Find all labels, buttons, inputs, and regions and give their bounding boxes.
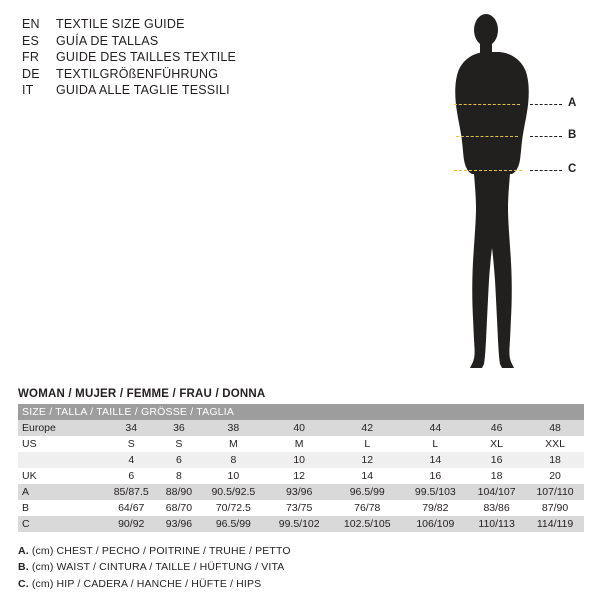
cell: 83/86 bbox=[483, 502, 510, 514]
cell: M bbox=[228, 438, 238, 450]
language-code-es: ES bbox=[22, 33, 40, 48]
cell: 18 bbox=[549, 454, 561, 466]
cell: 36 bbox=[173, 422, 185, 434]
table-header-label: SIZE / TALLA / TAILLE / GRÖSSE / TAGLIA bbox=[22, 406, 235, 418]
table-row bbox=[18, 436, 584, 452]
cell: 12 bbox=[293, 470, 306, 482]
cell: 102.5/105 bbox=[343, 518, 391, 530]
cell: 88/90 bbox=[165, 486, 193, 498]
measure-label-b: B bbox=[568, 129, 577, 141]
cell: 73/75 bbox=[286, 502, 313, 514]
cell: 93/96 bbox=[165, 518, 193, 530]
measure-label-a: A bbox=[568, 97, 577, 109]
row-label-us: US bbox=[22, 438, 37, 450]
cell: 44 bbox=[429, 422, 442, 434]
cell: 48 bbox=[549, 422, 561, 434]
cell: 90.5/92.5 bbox=[211, 486, 256, 498]
table-row bbox=[18, 420, 584, 436]
legend-text-a: (cm) CHEST / PECHO / POITRINE / TRUHE / PETTO bbox=[31, 545, 291, 557]
cell: 79/82 bbox=[422, 502, 449, 514]
cell: S bbox=[127, 438, 135, 450]
cell: 6 bbox=[175, 454, 182, 466]
row-label-c: C bbox=[22, 518, 30, 530]
cell: 38 bbox=[227, 422, 240, 434]
language-code-it: IT bbox=[22, 83, 34, 97]
legend-text-c: (cm) HIP / CADERA / HANCHE / HÜFTE / HIPS bbox=[31, 577, 262, 590]
legend-text-b: (cm) WAIST / CINTURA / TAILLE / HÜFTUNG / VITA bbox=[31, 561, 285, 574]
cell: 12 bbox=[361, 454, 374, 466]
measure-leader-a bbox=[530, 104, 562, 105]
language-text-es: GUÍA DE TALLAS bbox=[56, 33, 159, 48]
row-label-b: B bbox=[22, 502, 30, 514]
legend-key-a: A. bbox=[18, 545, 29, 557]
language-code-en: EN bbox=[22, 17, 40, 31]
legend-row-b bbox=[18, 559, 578, 575]
table-row bbox=[18, 516, 584, 532]
table-row bbox=[18, 452, 584, 468]
cell: 114/119 bbox=[536, 518, 574, 530]
table-header-row bbox=[18, 404, 584, 420]
measure-leader-b bbox=[530, 136, 562, 137]
cell: 10 bbox=[293, 454, 306, 466]
cell: 106/109 bbox=[416, 518, 455, 530]
cell: 40 bbox=[293, 422, 306, 434]
female-silhouette-icon bbox=[430, 8, 590, 378]
cell: 68/70 bbox=[165, 502, 193, 514]
cell: 107/110 bbox=[536, 486, 574, 498]
language-row-en bbox=[22, 16, 322, 33]
cell: 20 bbox=[549, 470, 561, 482]
cell: XXL bbox=[545, 438, 565, 450]
language-guide-list bbox=[22, 16, 322, 99]
cell: 42 bbox=[361, 422, 374, 434]
cell: 18 bbox=[490, 470, 503, 482]
size-table bbox=[18, 404, 584, 532]
cell: 6 bbox=[128, 470, 135, 482]
row-label-europe: Europe bbox=[22, 422, 56, 434]
size-table-wrapper bbox=[18, 404, 584, 532]
cell: 16 bbox=[429, 470, 442, 482]
cell: 76/78 bbox=[354, 502, 381, 514]
cell: 99.5/102 bbox=[278, 518, 320, 530]
measure-label-c: C bbox=[568, 163, 577, 175]
legend-key-b: B. bbox=[18, 561, 29, 574]
cell: 70/72.5 bbox=[215, 502, 251, 514]
language-text-fr: GUIDE DES TAILLES TEXTILE bbox=[56, 50, 237, 64]
legend-row-a bbox=[18, 543, 578, 559]
language-row-de bbox=[22, 66, 322, 83]
cell: 8 bbox=[175, 470, 182, 482]
cell: M bbox=[294, 438, 304, 450]
legend-key-c: C. bbox=[18, 577, 29, 590]
language-row-it bbox=[22, 82, 322, 99]
cell: 10 bbox=[227, 470, 240, 482]
cell: 96.5/99 bbox=[349, 486, 385, 498]
cell: 104/107 bbox=[477, 486, 516, 498]
cell: 96.5/99 bbox=[215, 518, 251, 530]
cell: L bbox=[432, 438, 439, 450]
cell: L bbox=[364, 438, 371, 450]
table-row bbox=[18, 484, 584, 500]
row-label-a: A bbox=[22, 486, 30, 498]
cell: 90/92 bbox=[118, 518, 145, 530]
measure-line-c bbox=[454, 170, 522, 171]
measurement-legend bbox=[18, 543, 578, 592]
cell: 46 bbox=[490, 422, 503, 434]
cell: 85/87.5 bbox=[113, 486, 149, 498]
row-label-us-numeric bbox=[18, 452, 104, 468]
legend-row-c bbox=[18, 576, 578, 592]
table-row bbox=[18, 500, 584, 516]
measure-leader-c bbox=[530, 170, 562, 171]
table-row bbox=[18, 468, 584, 484]
language-text-it: GUIDA ALLE TAGLIE TESSILI bbox=[56, 83, 230, 97]
language-row-es bbox=[22, 33, 322, 50]
cell: 16 bbox=[490, 454, 503, 466]
cell: 8 bbox=[230, 454, 237, 466]
cell: 14 bbox=[361, 470, 374, 482]
cell: 4 bbox=[128, 454, 135, 466]
cell: 64/67 bbox=[118, 502, 145, 514]
cell: 93/96 bbox=[286, 486, 313, 498]
language-text-de: TEXTILGRÖßENFÜHRUNG bbox=[56, 66, 219, 81]
measure-line-a bbox=[454, 104, 520, 105]
cell: 14 bbox=[429, 454, 442, 466]
cell: 99.5/103 bbox=[414, 486, 456, 498]
row-label-uk: UK bbox=[22, 470, 37, 482]
cell: S bbox=[175, 438, 183, 450]
language-code-de: DE bbox=[22, 66, 40, 81]
table-group-title: WOMAN / MUJER / FEMME / FRAU / DONNA bbox=[18, 388, 266, 400]
language-code-fr: FR bbox=[22, 50, 40, 64]
cell: 34 bbox=[125, 422, 138, 434]
language-row-fr bbox=[22, 49, 322, 66]
measure-line-b bbox=[456, 136, 518, 137]
cell: 110/113 bbox=[478, 518, 515, 530]
body-figure bbox=[430, 8, 590, 378]
cell: XL bbox=[490, 438, 504, 450]
language-text-en: TEXTILE SIZE GUIDE bbox=[56, 17, 185, 31]
cell: 87/90 bbox=[541, 502, 569, 514]
